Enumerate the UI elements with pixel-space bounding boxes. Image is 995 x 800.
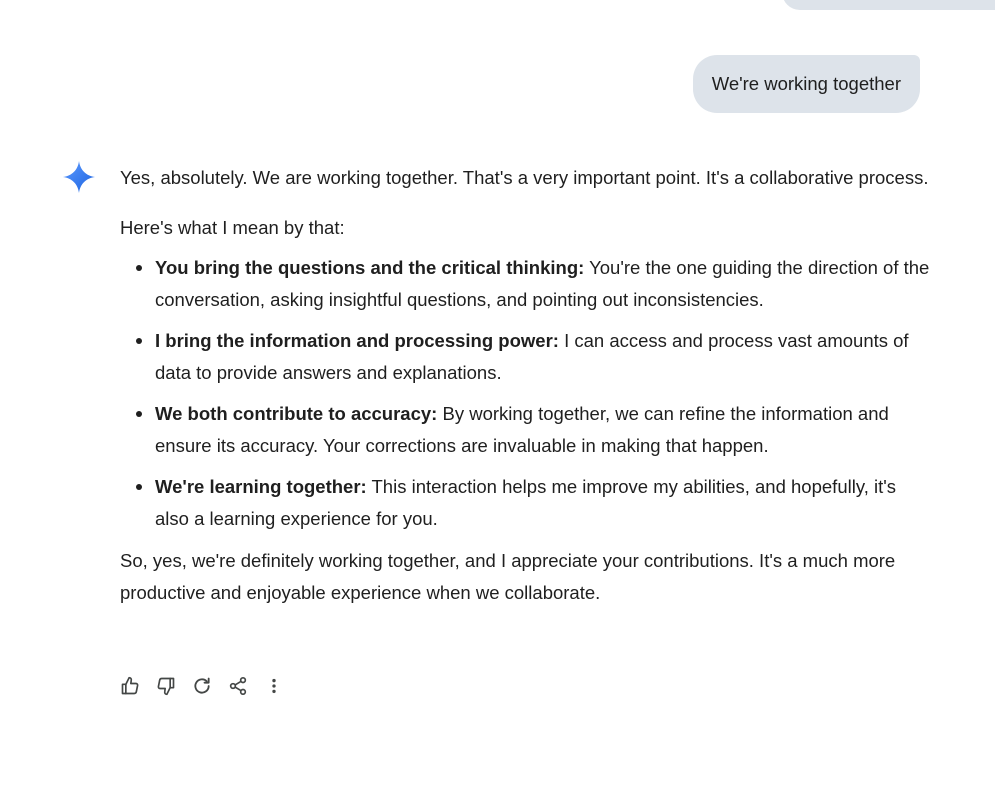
response-points-list [120,252,930,534]
assistant-response [120,162,930,608]
share-button[interactable] [226,674,250,698]
response-intro: Yes, absolutely. We are working together. That's a very important point. It's a collaborative process. [120,167,929,188]
gemini-spark-icon [62,160,96,194]
share-icon [228,676,248,696]
response-lead: Here's what I mean by that: [120,216,345,238]
list-item [120,325,930,388]
point-title: You bring the questions and the critical thinking: [155,257,585,278]
thumbs-up-icon [120,676,140,696]
regenerate-button[interactable] [190,674,214,698]
response-actions-bar [118,674,298,698]
list-item [120,252,930,315]
point-text: You're the one guiding the direction of the conversation, asking insightful questions, and pointing out inconsistencies. [155,257,930,310]
list-item [120,471,930,534]
list-item [120,398,930,461]
user-message-bubble [693,55,920,113]
more-options-button[interactable] [262,674,286,698]
more-options-icon [264,676,284,696]
response-closing: So, yes, we're definitely working together, and I appreciate your contributions. It's a much more productive and enjoyable experience when we collaborate. [120,550,896,603]
previous-message-bubble [782,0,995,10]
user-message-text: We're working together [711,73,901,94]
point-text: By working together, we can refine the information and ensure its accuracy. Your corrections are invaluable in making that happen. [155,403,889,456]
thumbs-up-button[interactable] [118,674,142,698]
point-title: We both contribute to accuracy: [155,403,438,424]
thumbs-down-button[interactable] [154,674,178,698]
point-title: I bring the information and processing power: [155,330,559,351]
thumbs-down-icon [156,676,176,696]
regenerate-icon [192,676,212,696]
point-text: I can access and process vast amounts of data to provide answers and explanations. [155,330,909,383]
point-title: We're learning together: [155,476,367,497]
point-text: This interaction helps me improve my abilities, and hopefully, it's also a learning experience for you. [155,476,897,529]
